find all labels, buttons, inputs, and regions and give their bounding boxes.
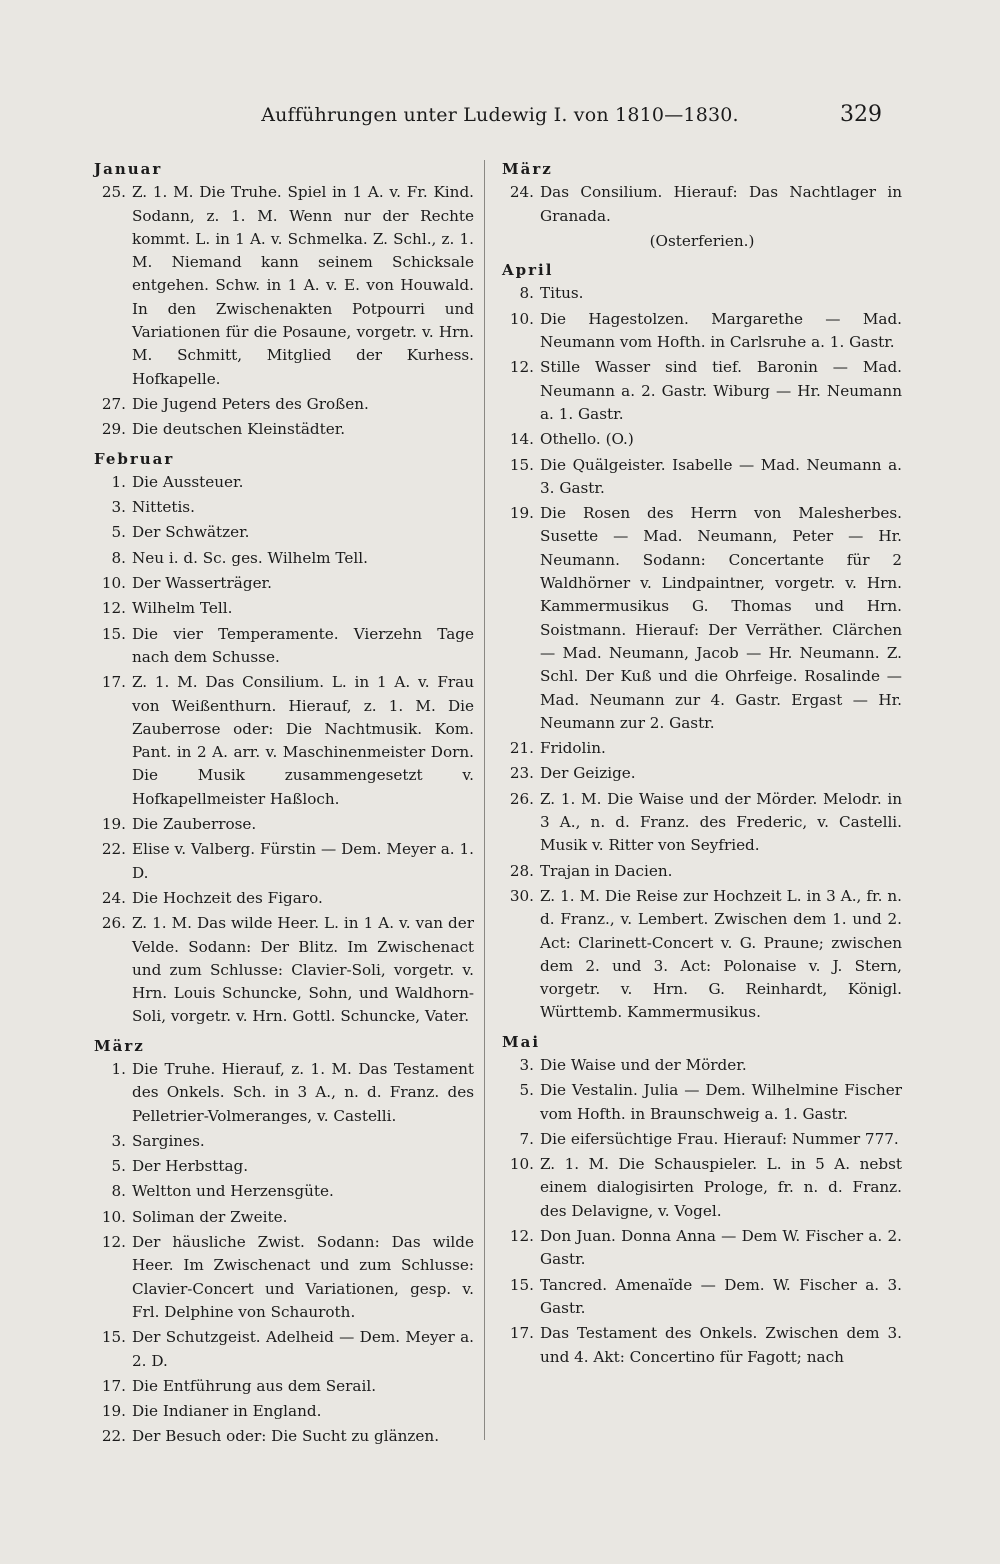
running-title: Aufführungen unter Ludewig I. von 1810—1830. xyxy=(261,104,739,126)
entry-text: Das Testament des Onkels. Zwischen dem 3. und 4. Akt: Concertino für Fagott; nach xyxy=(540,1324,902,1366)
entry-text: Die Zauberrose. xyxy=(132,815,257,834)
performance-entry xyxy=(94,418,474,441)
performance-entry xyxy=(94,887,474,910)
entry-day: 22. xyxy=(101,1427,126,1446)
performance-entry xyxy=(502,1225,902,1272)
entry-text: Die eifersüchtige Frau. Hierauf: Nummer 777. xyxy=(540,1129,899,1148)
performance-entry xyxy=(94,1231,474,1324)
entry-text: Die Jugend Peters des Großen. xyxy=(132,394,369,413)
entry-day: 10. xyxy=(101,1207,126,1226)
entry-text: Trajan in Dacien. xyxy=(540,861,673,880)
month-heading: April xyxy=(502,261,554,280)
entry-day: 26. xyxy=(509,789,534,808)
month-heading: Januar xyxy=(94,160,163,178)
performance-entry xyxy=(94,1180,474,1203)
entry-text: Don Juan. Donna Anna — Dem W. Fischer a. 2. Gastr. xyxy=(540,1227,902,1269)
entry-day: 5. xyxy=(519,1081,534,1100)
entry-day: 12. xyxy=(509,358,534,377)
entry-text: Die Vestalin. Julia — Dem. Wilhelmine Fischer vom Hofth. in Braunschweig a. 1. Gastr. xyxy=(540,1081,902,1123)
entry-text: Z. 1. M. Die Truhe. Spiel in 1 A. v. Fr. Kind. Sodann, z. 1. M. Wenn nur der Rechte kommt. L. in 1 A. v. Schmelka. Z. Schl., z. 1. M. Niemand kann seinem Schicksale entgehen. Schw. in 1 A. v. E. von Houwald. In den Zwischenakten Potpourri und Variationen für die Posaune, vorgetr. v. Hrn. M. Schmitt, Mitglied der Kurhess. Hofkapelle. xyxy=(132,183,474,388)
entry-text: Der Schutzgeist. Adelheid — Dem. Meyer a. 2. D. xyxy=(132,1328,474,1370)
entry-day: 3. xyxy=(111,498,126,517)
performance-entry xyxy=(502,308,902,355)
performance-entry xyxy=(94,623,474,670)
entry-day: 10. xyxy=(509,309,534,328)
entry-day: 17. xyxy=(101,673,126,692)
performance-entry xyxy=(502,1274,902,1321)
entry-text: Neu i. d. Sc. ges. Wilhelm Tell. xyxy=(132,548,368,567)
performance-entry xyxy=(94,471,474,494)
performance-entry xyxy=(502,885,902,1025)
performance-entry xyxy=(502,181,902,228)
entry-text: Die Truhe. Hierauf, z. 1. M. Das Testament des Onkels. Sch. in 3 A., n. d. Franz. des Pelletrier-Volmeranges, v. Castelli. xyxy=(132,1059,474,1125)
performance-entry xyxy=(94,393,474,416)
performance-entry xyxy=(502,282,902,305)
entry-text: Der häusliche Zwist. Sodann: Das wilde Heer. Im Zwischenact und zum Schlusse: Clavier-Concert und Variationen, gesp. v. Frl. Delphine von Schauroth. xyxy=(132,1233,474,1321)
entry-day: 10. xyxy=(509,1155,534,1174)
entry-text: Soliman der Zweite. xyxy=(132,1207,288,1226)
entry-day: 23. xyxy=(509,764,534,783)
performance-entry xyxy=(94,813,474,836)
entry-text: Stille Wasser sind tief. Baronin — Mad. Neumann a. 2. Gastr. Wiburg — Hr. Neumann a. 1. Gastr. xyxy=(540,358,902,423)
entry-text: Die deutschen Kleinstädter. xyxy=(132,420,346,439)
entry-day: 24. xyxy=(101,888,126,907)
entry-text: Fridolin. xyxy=(540,739,606,758)
entry-day: 14. xyxy=(509,430,534,449)
entry-text: Die Rosen des Herrn von Malesherbes. Susette — Mad. Neumann, Peter — Hr. Neumann. Sodann: Concertante für 2 Waldhörner v. Lindpaintner, vorgetr. v. Hrn. Kammermusikus G. Thomas und Hrn. Soistmann. Hierauf: Der Verräther. Clärchen — Mad. Neumann, Jacob — Hr. Neumann. Z. Schl. Der Kuß und die Ohrfeige. Rosalinde — Mad. Neumann zur 4. Gastr. Ergast — Hr. Neumann zur 2. Gastr. xyxy=(540,504,902,732)
performance-entry xyxy=(94,1326,474,1373)
entry-text: Nittetis. xyxy=(132,498,195,517)
entry-text: Die Entführung aus dem Serail. xyxy=(132,1376,377,1395)
performance-entry xyxy=(502,860,902,883)
entry-text: Der Herbsttag. xyxy=(132,1157,249,1176)
entry-day: 8. xyxy=(111,1182,126,1201)
performance-entry xyxy=(502,1079,902,1126)
entry-text: Othello. (O.) xyxy=(540,430,634,449)
performance-entry xyxy=(502,762,902,785)
performance-entry xyxy=(94,597,474,620)
entry-day: 25. xyxy=(101,183,126,202)
performance-entry xyxy=(94,496,474,519)
performance-entry xyxy=(94,1058,474,1128)
entry-text: Der Geizige. xyxy=(540,764,636,783)
performance-entry xyxy=(94,1375,474,1398)
entry-text: Z. 1. M. Das wilde Heer. L. in 1 A. v. van der Velde. Sodann: Der Blitz. Im Zwischenact und zum Schlusse: Clavier-Soli, vorgetr. v. Hrn. Louis Schuncke, Sohn, und Waldhorn-Soli, vorgetr. v. Hrn. Gottl. Schuncke, Vater. xyxy=(132,914,474,1026)
entry-text: Die vier Temperamente. Vierzehn Tage nach dem Schusse. xyxy=(132,624,474,666)
entry-day: 3. xyxy=(111,1131,126,1150)
entry-day: 30. xyxy=(509,886,534,905)
performance-entry xyxy=(502,454,902,501)
entry-text: Das Consilium. Hierauf: Das Nachtlager in Granada. xyxy=(540,183,902,225)
entry-text: Die Waise und der Mörder. xyxy=(540,1055,747,1074)
performance-entry xyxy=(94,1130,474,1153)
entry-day: 8. xyxy=(111,548,126,567)
performance-entry xyxy=(502,788,902,858)
entry-day: 12. xyxy=(101,599,126,618)
entry-text: Der Besuch oder: Die Sucht zu glänzen. xyxy=(132,1427,440,1446)
entry-day: 17. xyxy=(101,1376,126,1395)
right-column xyxy=(502,158,902,1371)
entry-text: Wilhelm Tell. xyxy=(132,599,233,618)
performance-entry xyxy=(502,1054,902,1077)
entry-day: 12. xyxy=(509,1227,534,1246)
entry-day: 19. xyxy=(101,815,126,834)
entry-text: Z. 1. M. Die Reise zur Hochzeit L. in 3 A., fr. n. d. Franz., v. Lembert. Zwischen dem 1. und 2. Act: Clarinett-Concert v. G. Praune; zwischen dem 2. und 3. Act: Polonaise v. J. Stern, vorgetr. v. Hrn. G. Reinhardt, Königl. Württemb. Kammermusikus. xyxy=(540,886,902,1022)
page-header xyxy=(0,104,1000,134)
entry-day: 5. xyxy=(111,523,126,542)
entry-day: 24. xyxy=(509,183,534,202)
entry-day: 5. xyxy=(111,1157,126,1176)
entry-text: Z. 1. M. Die Schauspieler. L. in 5 A. nebst einem dialogisirten Prologe, fr. n. d. Franz. des Delavigne, v. Vogel. xyxy=(540,1155,902,1220)
entry-day: 22. xyxy=(101,840,126,859)
column-divider xyxy=(484,160,485,1440)
entry-text: Der Schwätzer. xyxy=(132,523,250,542)
entry-text: Weltton und Herzensgüte. xyxy=(132,1182,334,1201)
left-column xyxy=(94,158,474,1451)
entry-text: Die Aussteuer. xyxy=(132,472,244,491)
entry-day: 3. xyxy=(519,1055,534,1074)
month-heading: März xyxy=(502,160,553,178)
performance-entry xyxy=(94,1206,474,1229)
entry-day: 10. xyxy=(101,574,126,593)
entry-text: Z. 1. M. Das Consilium. L. in 1 A. v. Frau von Weißenthurn. Hierauf, z. 1. M. Die Zauberrose oder: Die Nachtmusik. Kom. Pant. in 2 A. arr. v. Maschinenmeister Dorn. Die Musik zusammengesetzt v. Hofkapellmeister Haßloch. xyxy=(132,673,474,808)
performance-entry xyxy=(94,572,474,595)
entry-text: Die Indianer in England. xyxy=(132,1402,322,1421)
performance-entry xyxy=(94,912,474,1028)
performance-entry xyxy=(94,671,474,811)
performance-entry xyxy=(94,1400,474,1423)
entry-day: 27. xyxy=(101,394,126,413)
entry-text: Titus. xyxy=(540,284,584,303)
entry-day: 12. xyxy=(101,1233,126,1252)
entry-day: 15. xyxy=(509,455,534,474)
performance-entry xyxy=(94,181,474,391)
performance-entry xyxy=(502,502,902,735)
entry-day: 1. xyxy=(111,1059,126,1078)
entry-day: 15. xyxy=(101,624,126,643)
entry-text: Elise v. Valberg. Fürstin — Dem. Meyer a. 1. D. xyxy=(132,840,474,882)
entry-text: Der Wasserträger. xyxy=(132,574,272,593)
entry-text: Die Quälgeister. Isabelle — Mad. Neumann a. 3. Gastr. xyxy=(540,455,902,497)
entry-day: 19. xyxy=(101,1402,126,1421)
month-heading: Mai xyxy=(502,1032,541,1051)
entry-text: Tancred. Amenaïde — Dem. W. Fischer a. 3. Gastr. xyxy=(540,1275,902,1317)
performance-entry xyxy=(94,521,474,544)
entry-day: 15. xyxy=(509,1275,534,1294)
performance-entry xyxy=(502,428,902,451)
performance-entry xyxy=(502,1153,902,1223)
page-number: 329 xyxy=(840,102,882,127)
entry-text: Die Hagestolzen. Margarethe — Mad. Neumann vom Hofth. in Carlsruhe a. 1. Gastr. xyxy=(540,309,902,352)
entry-text: Die Hochzeit des Figaro. xyxy=(132,888,323,907)
performance-entry xyxy=(94,547,474,570)
entry-text: Z. 1. M. Die Waise und der Mörder. Melodr. in 3 A., n. d. Franz. des Frederic, v. Castelli. Musik v. Ritter von Seyfried. xyxy=(540,789,902,855)
entry-text: Sargines. xyxy=(132,1131,205,1150)
month-heading: März xyxy=(94,1036,145,1055)
entry-day: 28. xyxy=(509,861,534,880)
entry-day: 1. xyxy=(111,472,126,491)
entry-day: 7. xyxy=(519,1129,534,1148)
performance-entry xyxy=(502,1128,902,1151)
performance-entry xyxy=(502,230,902,253)
entry-day: 8. xyxy=(519,284,534,303)
performance-entry xyxy=(502,356,902,426)
entry-day: 17. xyxy=(509,1324,534,1343)
entry-day: 26. xyxy=(101,914,126,933)
performance-entry xyxy=(94,1425,474,1448)
entry-day: 19. xyxy=(509,504,534,523)
performance-entry xyxy=(94,838,474,885)
entry-day: 21. xyxy=(509,739,534,758)
performance-entry xyxy=(502,1322,902,1369)
entry-day: 29. xyxy=(101,420,126,439)
performance-entry xyxy=(502,737,902,760)
entry-text: (Osterferien.) xyxy=(649,231,755,250)
entry-day: 15. xyxy=(101,1328,126,1347)
month-heading: Februar xyxy=(94,449,175,468)
performance-entry xyxy=(94,1155,474,1178)
